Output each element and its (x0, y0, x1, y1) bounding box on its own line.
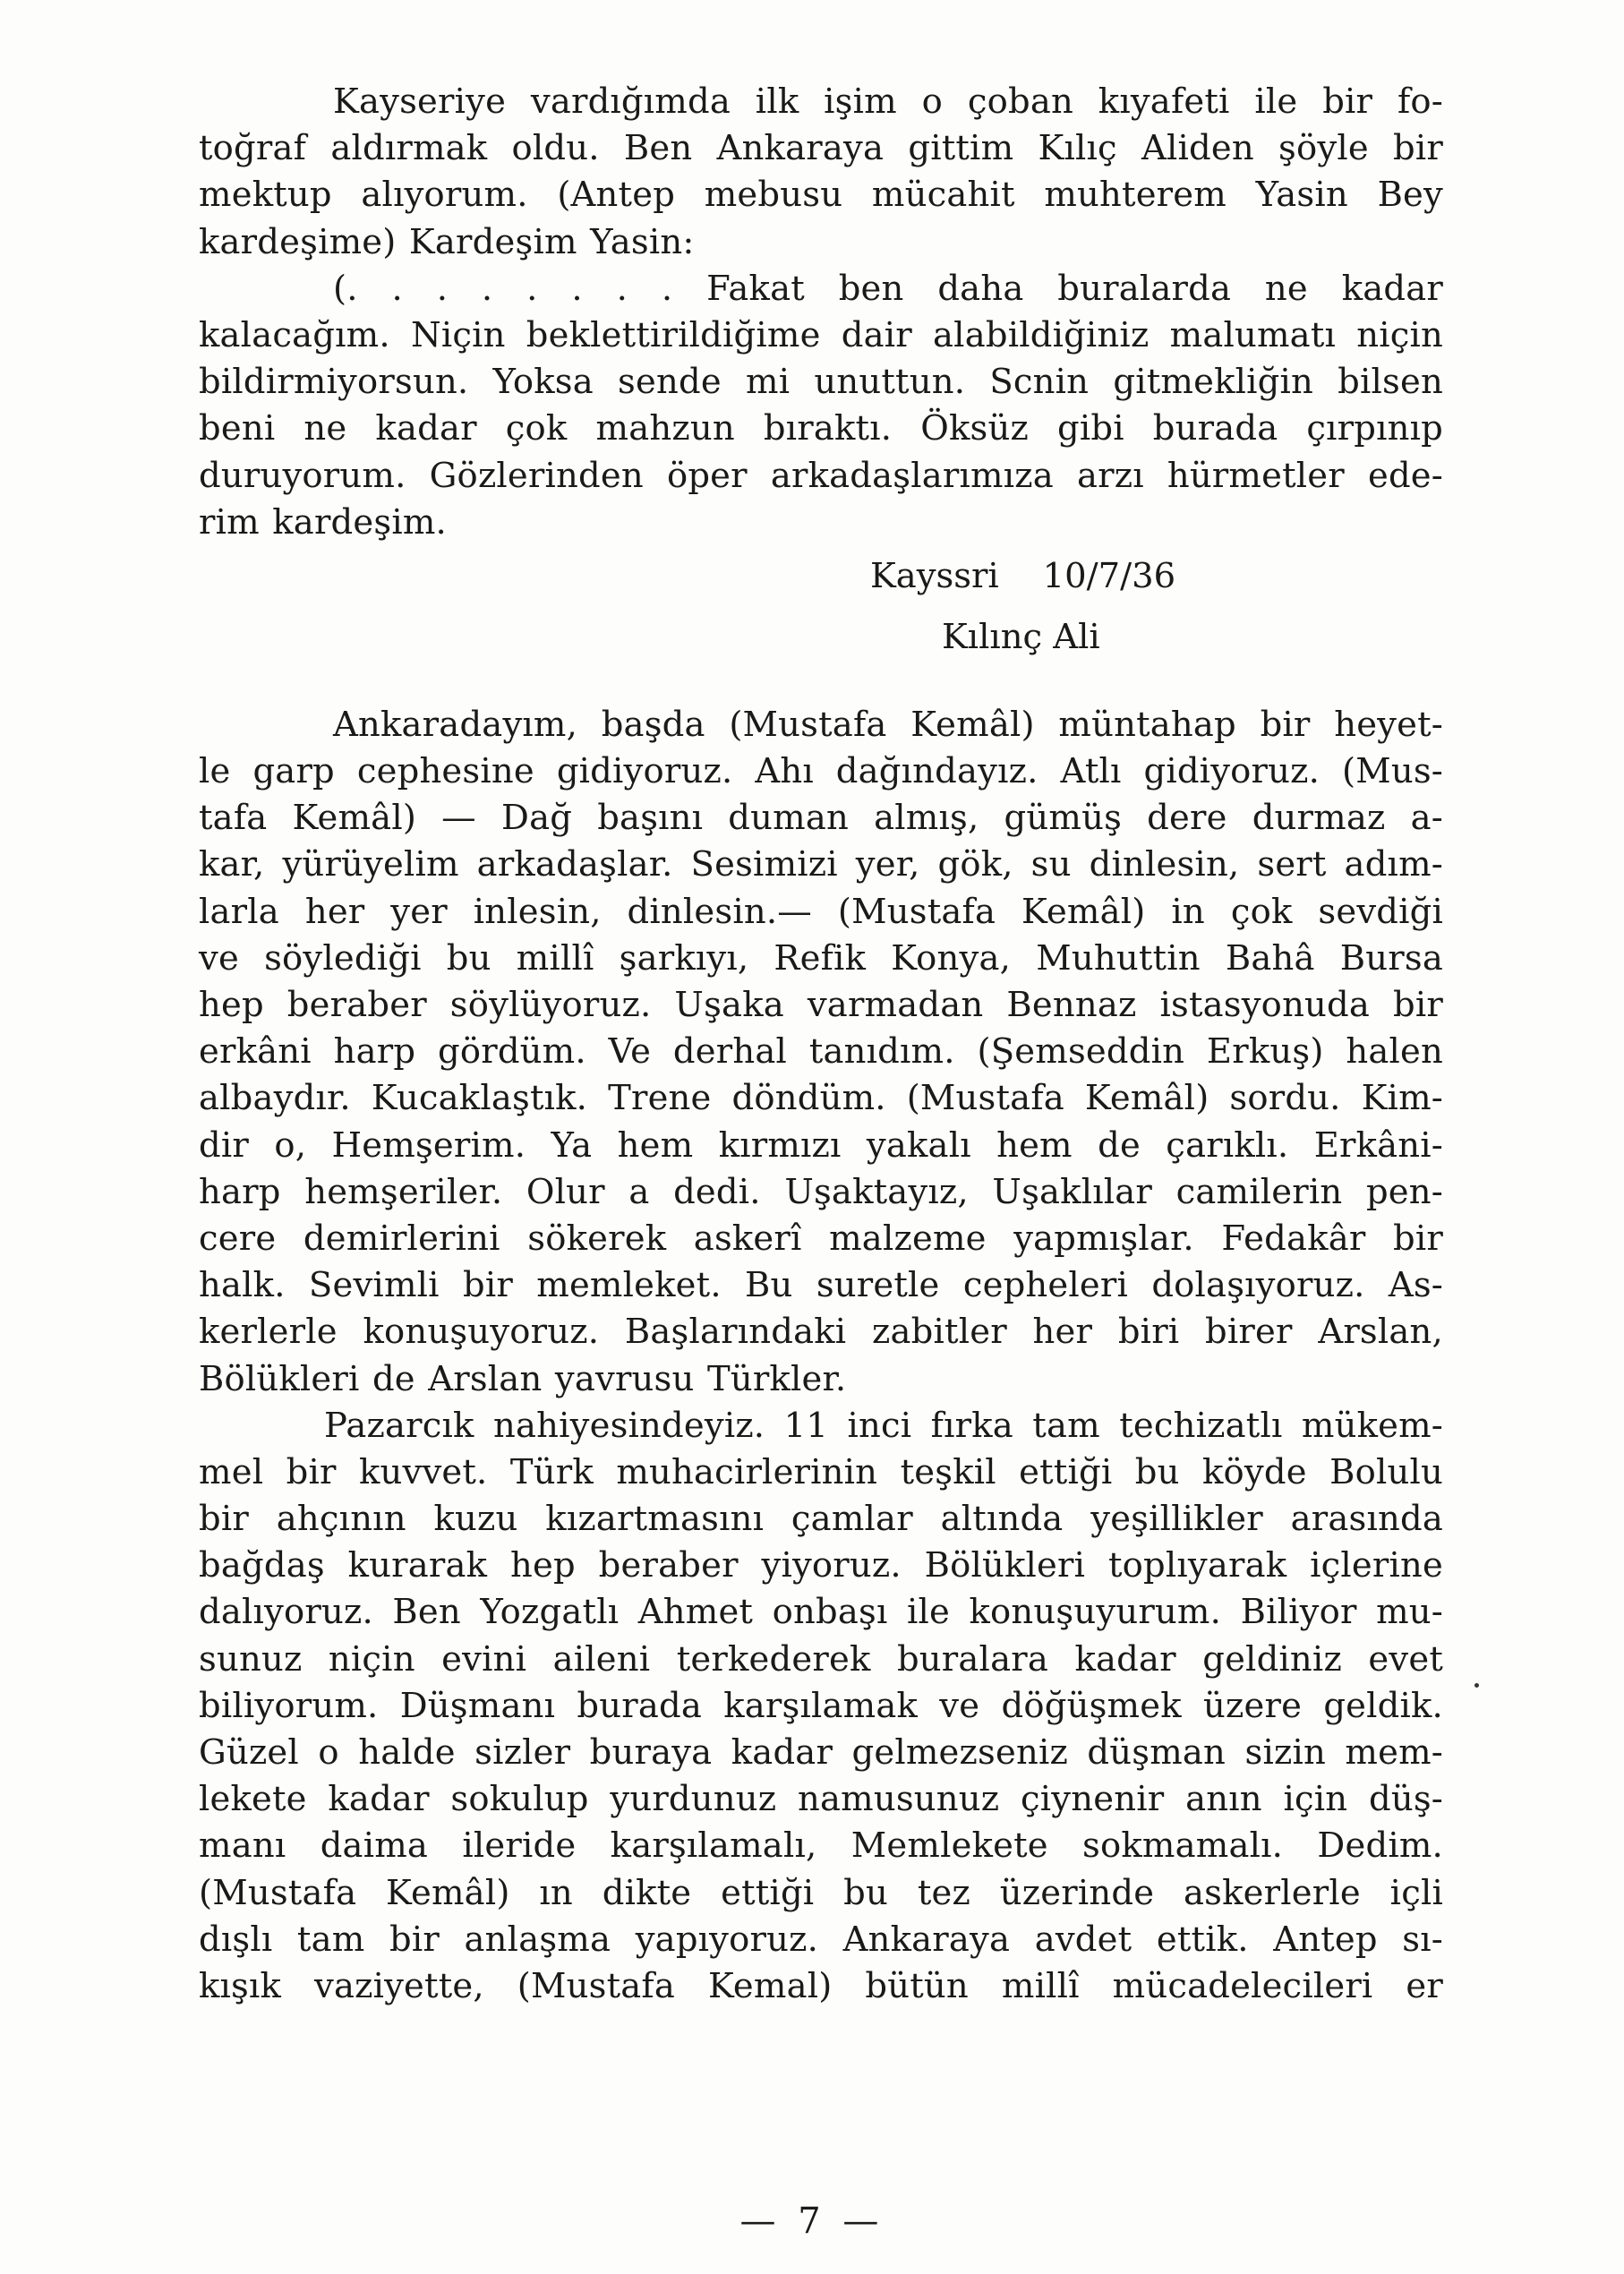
signature-spacer (999, 556, 1043, 596)
text-line: Kayseriye vardığımda ilk işim o çoban kıyafeti ile bir fo- (333, 81, 1443, 122)
text-line: kar, yürüyelim arkadaşlar. Sesimizi yer, gök, su dinlesin, sert adım- (199, 844, 1443, 885)
text-line: kerlerle konuşuyoruz. Başlarındaki zabitler her biri birer Arslan, (199, 1312, 1443, 1353)
section-gap (199, 668, 1443, 702)
margin-dot (1474, 1683, 1479, 1688)
text-line: rim kardeşim. (199, 501, 447, 543)
text-line: dalıyoruz. Ben Yozgatlı Ahmet onbaşı ile konuşuyurum. Biliyor mu- (199, 1592, 1443, 1633)
text-line: bağdaş kurarak hep beraber yiyoruz. Bölükleri toplıyarak içlerine (199, 1545, 1443, 1586)
text-line: cere demirlerini sökerek askerî malzeme yapmışlar. Fedakâr bir (199, 1218, 1443, 1259)
text-line: sunuz niçin evini aileni terkederek buralara kadar geldiniz evet (199, 1638, 1443, 1680)
text-line: le garp cephesine gidiyoruz. Ahı dağındayız. Atlı gidiyoruz. (Mus- (199, 751, 1443, 792)
signature-date: 10/7/36 (1042, 555, 1176, 596)
signature-name: Kılınç Ali (942, 616, 1100, 657)
text-line: ve söylediği bu millî şarkıyı, Refik Konya, Muhuttin Bahâ Bursa (199, 937, 1443, 979)
text-line: kalacağım. Niçin beklettirildiğime dair alabildiğiniz malumatı niçin (199, 314, 1443, 355)
letter-section (199, 79, 1443, 546)
signature-place: Kayssri (870, 555, 999, 596)
text-line: mel bir kuvvet. Türk muhacirlerinin teşkil ettiği bu köyde Bolulu (199, 1451, 1443, 1492)
text-line: Bölükleri de Arslan yavrusu Türkler. (199, 1358, 847, 1399)
page-number: — 7 — (739, 2201, 885, 2242)
text-line: bildirmiyorsun. Yoksa sende mi unuttun. Scnin gitmekliğin bilsen (199, 362, 1443, 403)
text-line: mektup alıyorum. (Antep mebusu mücahit muhterem Yasin Bey (199, 175, 1443, 216)
text-line: duruyorum. Gözlerinden öper arkadaşlarımıza arzı hürmetler ede- (199, 455, 1443, 496)
text-line: (. . . . . . . . Fakat ben daha buralarda ne kadar (333, 268, 1443, 309)
text-line: kışık vaziyette, (Mustafa Kemal) bütün millî mücadelecileri er (199, 1965, 1443, 2006)
text-line: harp hemşeriler. Olur a dedi. Uşaktayız, Uşaklılar camilerin pen- (199, 1171, 1443, 1212)
text-line: bir ahçının kuzu kızartmasını çamlar altında yeşillikler arasında (199, 1499, 1443, 1540)
text-line: hep beraber söylüyoruz. Uşaka varmadan Bennaz istasyonuda bir (199, 985, 1443, 1025)
text-line: manı daima ileride karşılamalı, Memlekete sokmamalı. Dedim. (199, 1825, 1443, 1867)
text-line: dir o, Hemşerim. Ya hem kırmızı yakalı hem de çarıklı. Erkâni- (199, 1124, 1443, 1166)
text-line: (Mustafa Kemâl) ın dikte ettiği bu tez üzerinde askerlerle içli (199, 1872, 1443, 1913)
text-line: larla her yer inlesin, dinlesin.— (Mustafa Kemâl) in çok sevdiği (199, 891, 1443, 932)
text-line: erkâni harp gördüm. Ve derhal tanıdım. (Şemseddin Erkuş) halen (199, 1031, 1443, 1073)
text-line: Ankaradayım, başda (Mustafa Kemâl) müntahap bir heyet- (333, 704, 1443, 745)
text-line: albaydır. Kucaklaştık. Trene döndüm. (Mustafa Kemâl) sordu. Kim- (199, 1078, 1443, 1119)
body-text (199, 79, 1443, 2010)
text-line: kardeşime) Kardeşim Yasin: (199, 221, 695, 262)
text-line: dışlı tam bir anlaşma yapıyoruz. Ankaraya avdet ettik. Antep sı- (199, 1919, 1443, 1960)
text-line: beni ne kadar çok mahzun bıraktı. Öksüz gibi burada çırpınıp (199, 408, 1443, 449)
text-line: biliyorum. Düşmanı burada karşılamak ve döğüşmek üzere geldik. (199, 1685, 1443, 1726)
text-line: Pazarcık nahiyesindeyiz. 11 inci fırka tam techizatlı mükem- (324, 1405, 1443, 1446)
signature-place-date (199, 546, 1443, 607)
text-line: Güzel o halde sizler buraya kadar gelmezseniz düşman sizin mem- (199, 1732, 1443, 1773)
text-line: toğraf aldırmak oldu. Ben Ankaraya gittim Kılıç Aliden şöyle bir (199, 128, 1443, 169)
text-line: tafa Kemâl) — Dağ başını duman almış, gümüş dere durmaz a- (199, 798, 1443, 839)
text-line: lekete kadar sokulup yurdunuz namusunuz çiynenir anın için düş- (199, 1779, 1443, 1820)
text-line: halk. Sevimli bir memleket. Bu suretle cepheleri dolaşıyoruz. As- (199, 1265, 1443, 1306)
narrative-section (199, 702, 1443, 2010)
